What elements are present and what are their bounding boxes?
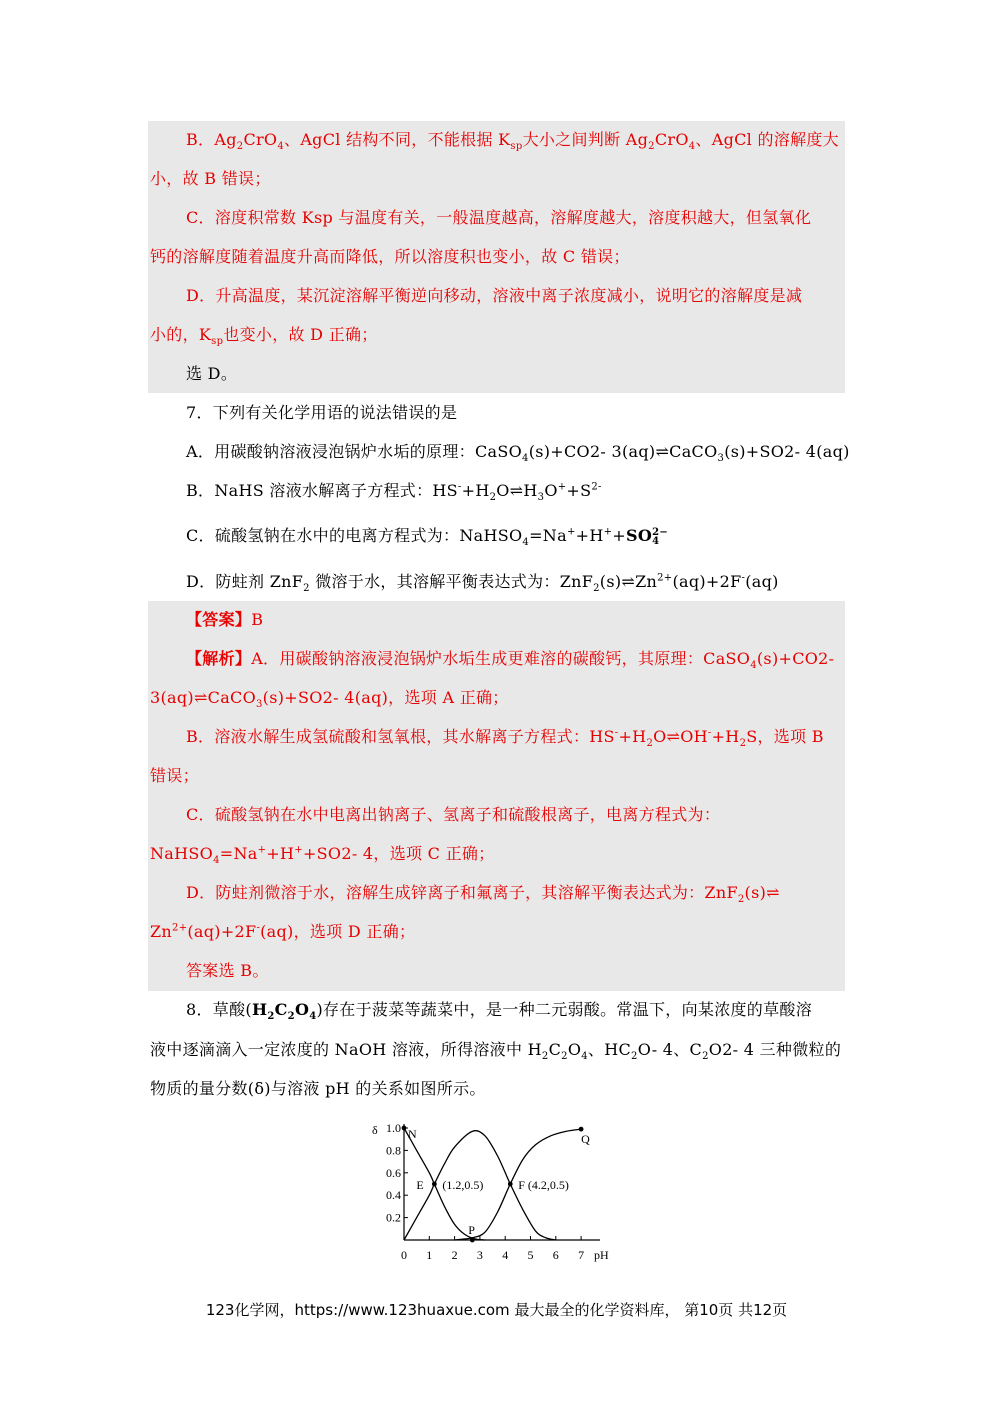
question-7-option-c: C．硫酸氢钠在水中的电离方程式为：NaHSO$_4$=Na++H++SO 2− 4	[186, 526, 669, 549]
option-c-explanation-line2: 钙的溶解度随着温度升高而降低，所以溶度积也变小，故 C 错误；	[150, 247, 630, 266]
option-b-explanation-line1: B．$Ag_2CrO_4$、AgCl 结构不同，不能根据 $K_{sp}$大小之间判断 $Ag_2CrO_4$、AgCl 的溶解度大	[186, 130, 839, 153]
page-footer: 123化学网，https://www.123huaxue.com 最大最全的化学资料库， 第10页 共12页	[205, 1301, 788, 1319]
y-tick-label: 1.0	[386, 1121, 401, 1135]
x-tick-label: 7	[578, 1248, 585, 1262]
explanation-d-line2: $Zn^{2+}(aq)+2F^-(aq)$，选项 D 正确；	[150, 922, 416, 941]
series-curve-3	[455, 1129, 581, 1240]
point-label: Q	[581, 1132, 590, 1147]
explanation-b-line1: B．溶液水解生成氢硫酸和氢氧根，其水解离子方程式：$HS^-+H_2O\rightleftharpoons OH^-+H_2S$，选项 B	[186, 727, 824, 750]
y-ticks	[386, 1121, 408, 1225]
question-7-option-b: B．NaHS 溶液水解离子方程式：$HS^-+H_2O\rightleftharpoons H_3O^++S^{2-}$	[186, 481, 602, 504]
final-answer: 答案选 B。	[186, 961, 269, 980]
x-tick-label: 2	[451, 1248, 458, 1262]
option-d-explanation-line2: 小的，$K_{sp}$也变小，故 D 正确；	[150, 325, 378, 348]
x-ticks	[401, 1236, 584, 1262]
y-tick-label: 0.2	[386, 1210, 401, 1225]
point-P	[470, 1238, 475, 1243]
question-8-line2: 液中逐滴滴入一定浓度的 NaOH 溶液，所得溶液中 $H_2C_2O_4$、$HC_2O-$ 4、$C_2O2-$ 4 三种微粒的	[150, 1040, 842, 1063]
option-b-explanation-line2: 小，故 B 错误；	[150, 169, 271, 188]
sulfate-formula: SO 2− 4	[626, 526, 669, 547]
y-tick-label: 0.4	[386, 1188, 401, 1203]
option-c-explanation-line1: C．溶度积常数 Ksp 与温度有关，一般温度越高，溶解度越大，溶度积越大，但氢氧化	[186, 208, 812, 227]
x-tick-label: 5	[527, 1248, 534, 1262]
option-d-explanation-line1: D．升高温度，某沉淀溶解平衡逆向移动，溶液中离子浓度减小，说明它的溶解度是减	[186, 286, 803, 305]
question-8-line1: 8．草酸$(H_2C_2O_4)$存在于菠菜等蔬菜中，是一种二元弱酸。常温下，向某浓度的草酸溶	[186, 1000, 812, 1023]
question-7-option-d: D．防蛀剂 ZnF$_2$ 微溶于水，其溶解平衡表达式为：$ZnF_2(s)\rightleftharpoons Zn^{2+}(aq)+2F^-(aq)$	[186, 572, 779, 595]
y-axis-label: δ	[372, 1123, 378, 1137]
question-8-line3: 物质的量分数(δ)与溶液 pH 的关系如图所示。	[150, 1079, 486, 1098]
question-7-option-a: A．用碳酸钠溶液浸泡锅炉水垢的原理：CaSO$_4$(s)+CO2- 3(aq)⇌CaCO$_3$(s)+SO2- 4(aq)	[186, 442, 850, 465]
x-tick-label: 3	[476, 1248, 483, 1262]
explanation-a-line1: 【解析】A．用碳酸钠溶液浸泡锅炉水垢生成更难溶的碳酸钙，其原理：CaSO$_4$(s)+CO2-	[186, 649, 835, 672]
point-N	[402, 1126, 407, 1131]
explanation-a-line2: 3(aq)⇌CaCO$_3$(s)+SO2- 4(aq)，选项 A 正确；	[150, 688, 509, 711]
point-annotation: F (4.2,0.5)	[518, 1178, 569, 1192]
x-axis-label: pH	[594, 1248, 609, 1262]
x-tick-label: 1	[426, 1248, 433, 1262]
explanation-d-line1: D．防蛀剂微溶于水，溶解生成锌离子和氟离子，其溶解平衡表达式为：ZnF$_2$(s)⇌	[186, 883, 780, 906]
point-annotation: (1.2,0.5)	[442, 1178, 484, 1192]
point-E	[432, 1182, 437, 1187]
previous-selection: 选 D。	[186, 364, 238, 383]
labeled-points	[402, 1126, 590, 1243]
point-label: E	[416, 1178, 424, 1192]
point-label: N	[408, 1127, 417, 1141]
question-7-stem: 7．下列有关化学用语的说法错误的是	[186, 403, 458, 422]
point-label: P	[468, 1223, 475, 1237]
chart-axes	[372, 1123, 609, 1262]
series-curve-1	[404, 1128, 485, 1240]
explanation-c-line1: C．硫酸氢钠在水中电离出钠离子、氢离子和硫酸根离子，电离方程式为：	[186, 805, 721, 824]
question-7-answer: 【答案】B	[186, 610, 264, 629]
series-curves	[404, 1128, 581, 1240]
x-tick-label: 0	[401, 1248, 407, 1262]
point-Q	[579, 1127, 584, 1132]
x-tick-label: 4	[502, 1248, 509, 1262]
point-F	[508, 1182, 513, 1187]
explanation-c-line2: NaHSO$_4$=Na++H++SO2- 4，选项 C 正确；	[150, 844, 495, 867]
series-curve-2	[404, 1131, 556, 1240]
y-tick-label: 0.8	[386, 1143, 401, 1158]
y-tick-label: 0.6	[386, 1165, 401, 1180]
x-tick-label: 6	[552, 1248, 559, 1262]
explanation-b-line2: 错误；	[150, 766, 199, 785]
